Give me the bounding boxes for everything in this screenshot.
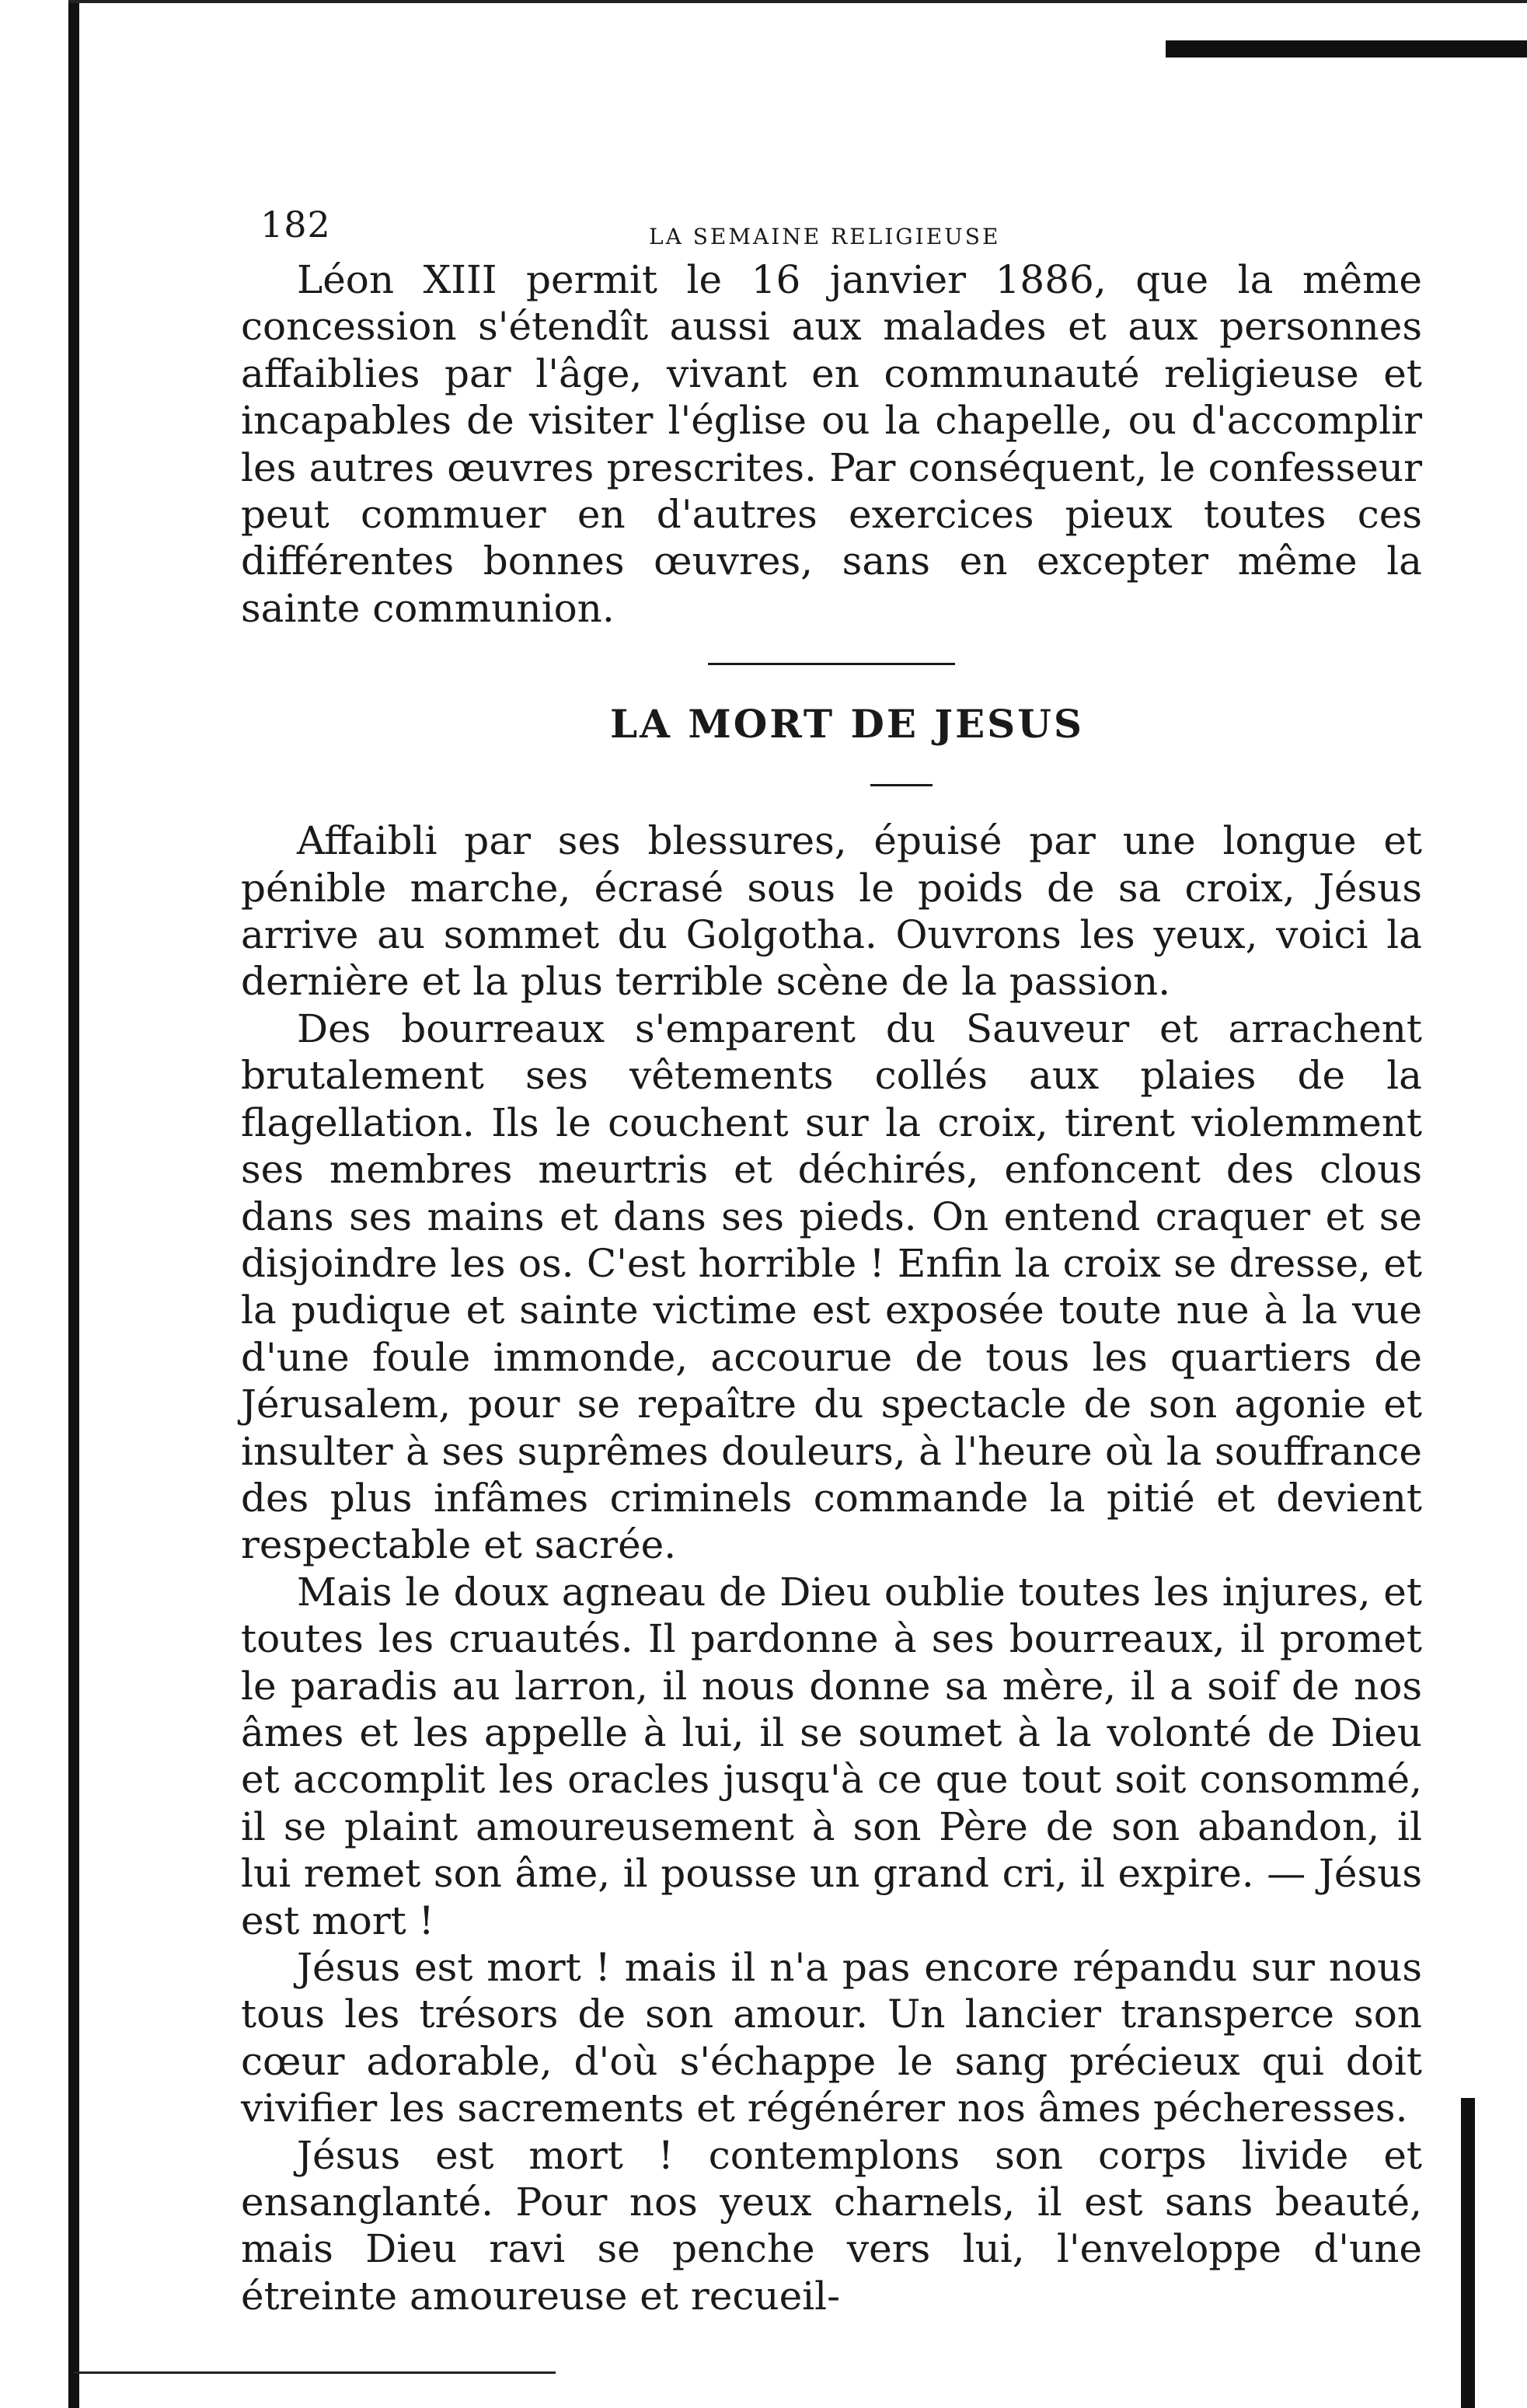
body-paragraph: Mais le doux agneau de Dieu oublie toutes les injures, et toutes les cruautés. Il pardonne à ses bourreaux, il promet le paradis au larron, il nous donne sa mère, il a soif de nos âmes et les appelle à lui, il se soumet à la volonté de Dieu et accomplit les oracles jusqu'à ce que tout soit consommé, il se plaint amoureusement à son Père de son abandon, il lui remet son âme, il pousse un grand cri, il expire. — Jésus est mort ! (241, 1569, 1422, 1943)
running-title: LA SEMAINE RELIGIEUSE (649, 224, 1001, 249)
section-body (241, 817, 1422, 2319)
intro-block (241, 256, 1422, 632)
title-underline-rule (870, 784, 933, 786)
scan-left-edge (68, 0, 79, 2408)
scan-top-edge (68, 0, 1527, 3)
intro-paragraph: Léon XIII permit le 16 janvier 1886, que la même concession s'étendît aussi aux malades et aux personnes affaiblies par l'âge, vivant en communauté religieuse et incapables de visiter l'église ou la chapelle, ou d'accomplir les autres œuvres prescrites. Par conséquent, le confesseur peut commuer en d'autres exercices pieux toutes ces différentes bonnes œuvres, sans en excepter même la sainte communion. (241, 257, 1422, 631)
body-paragraph: Jésus est mort ! mais il n'a pas encore répandu sur nous tous les trésors de son amour. Un lancier transperce son cœur adorable, d'où s'échappe le sang précieux qui doit vivifier les sacrements et régénérer nos âmes pécheresses. (241, 1945, 1422, 2131)
book-page (241, 194, 1422, 2319)
running-head (241, 194, 1422, 256)
scan-bottom-line (74, 2371, 556, 2374)
scan-right-edge (1461, 2098, 1475, 2408)
section-separator-rule (708, 663, 955, 665)
body-paragraph: Jésus est mort ! contemplons son corps livide et ensanglanté. Pour nos yeux charnels, il est sans beauté, mais Dieu ravi se penche vers lui, l'enveloppe d'une étreinte amoureuse et recueil- (241, 2132, 1422, 2319)
body-paragraph: Affaibli par ses blessures, épuisé par une longue et pénible marche, écrasé sous le poids de sa croix, Jésus arrive au sommet du Golgotha. Ouvrons les yeux, voici la dernière et la plus terrible scène de la passion. (241, 818, 1422, 1005)
section-title: LA MORT DE JESUS (609, 701, 1084, 747)
body-paragraph: Des bourreaux s'emparent du Sauveur et arrachent brutalement ses vêtements collés aux plaies de la flagellation. Ils le couchent sur la croix, tirent violemment ses membres meurtris et déchirés, enfoncent des clous dans ses mains et dans ses pieds. On entend craquer et se disjoindre les os. C'est horrible ! Enfin la croix se dresse, et la pudique et sainte victime est exposée toute nue à la vue d'une foule immonde, accourue de tous les quartiers de Jérusalem, pour se repaître du spectacle de son agonie et insulter à ses suprêmes douleurs, à l'heure où la souffrance des plus infâmes criminels commande la pitié et devient respectable et sacrée. (241, 1005, 1422, 1568)
scan-top-right-bar (1166, 40, 1527, 57)
page-number: 182 (260, 204, 331, 246)
